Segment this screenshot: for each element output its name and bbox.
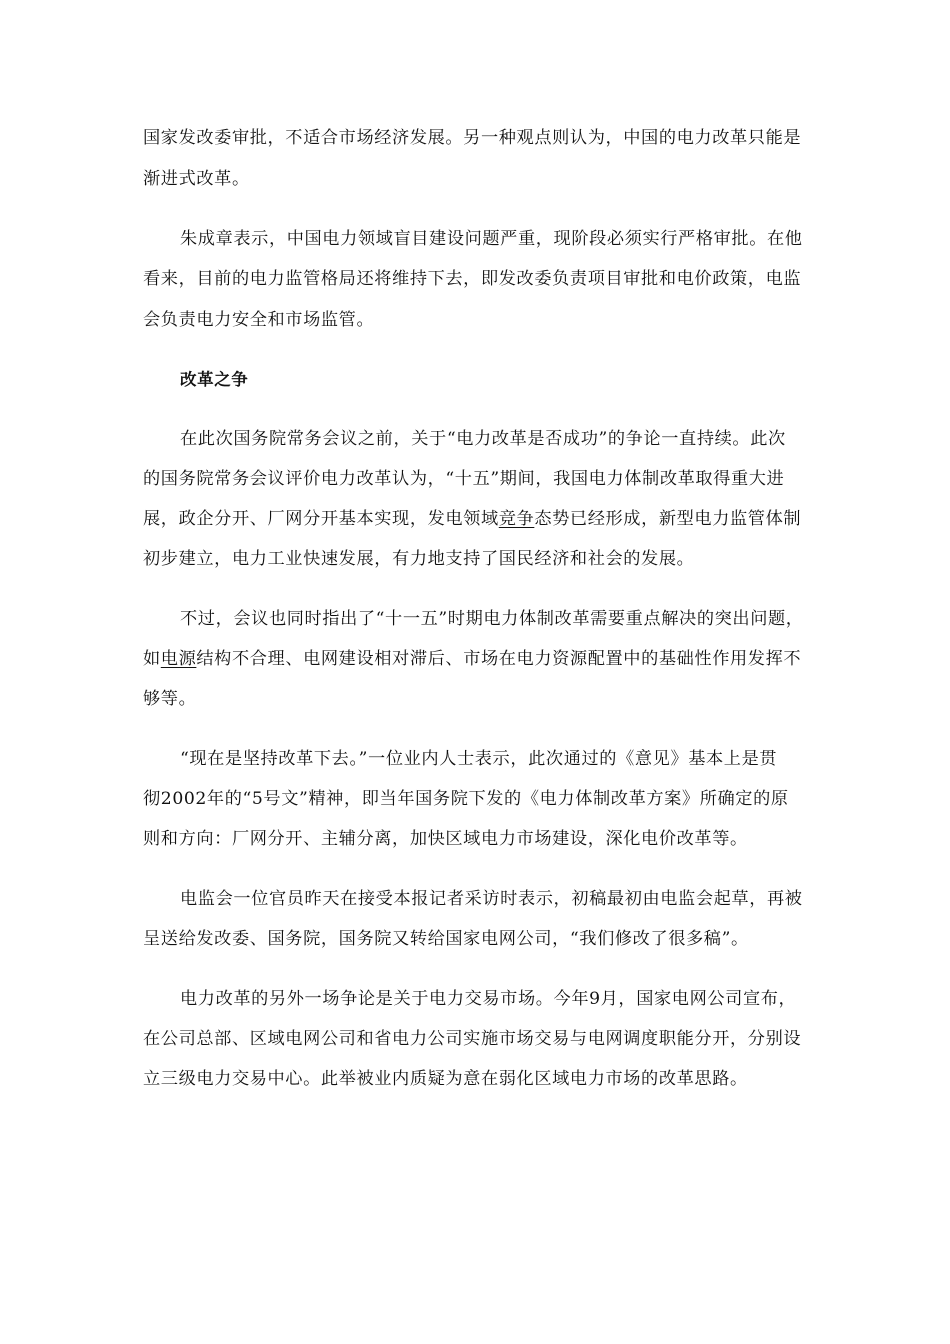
paragraph-3-line-3	[143, 508, 801, 530]
paragraph-3-line-4: 初步建立，电力工业快速发展，有力地支持了国民经济和社会的发展。	[143, 549, 695, 569]
paragraph-2-line-1: 朱成章表示，中国电力领域盲目建设问题严重，现阶段必须实行严格审批。在他	[180, 229, 803, 249]
paragraph-3-line-2: 的国务院常务会议评价电力改革认为，“十五”期间，我国电力体制改革取得重大进	[143, 469, 785, 489]
paragraph-3-line-1: 在此次国务院常务会议之前，关于“电力改革是否成功”的争论一直持续。此次	[180, 429, 786, 449]
paragraph-5-line-1: “现在是坚持改革下去。”一位业内人士表示，此次通过的《意见》基本上是贯	[180, 749, 778, 769]
paragraph-6-line-2: 呈送给发改委、国务院，国务院又转给国家电网公司，“我们修改了很多稿”。	[143, 929, 749, 949]
paragraph-4-line-3: 够等。	[143, 689, 197, 709]
paragraph-4-line-2-text-b: 结构不合理、电网建设相对滞后、市场在电力资源配置中的基础性作用发挥不	[196, 649, 802, 669]
link-competition[interactable]: 竞争	[498, 509, 535, 529]
paragraph-1-line-2: 渐进式改革。	[143, 169, 250, 189]
paragraph-7-line-3: 立三级电力交易中心。此举被业内质疑为意在弱化区域电力市场的改革思路。	[143, 1069, 748, 1089]
section-heading: 改革之争	[180, 370, 249, 389]
paragraph-7-line-1: 电力改革的另外一场争论是关于电力交易市场。今年9月，国家电网公司宣布，	[180, 989, 797, 1009]
paragraph-7-line-2: 在公司总部、区域电网公司和省电力公司实施市场交易与电网调度职能分开，分别设	[143, 1029, 802, 1049]
paragraph-4-line-2	[143, 648, 801, 670]
paragraph-6-line-1: 电监会一位官员昨天在接受本报记者采访时表示，初稿最初由电监会起草，再被	[180, 889, 803, 909]
paragraph-5-line-2: 彻2002年的“5号文”精神，即当年国务院下发的《电力体制改革方案》所确定的原	[143, 789, 789, 809]
paragraph-4-line-2-text-a: 如	[143, 649, 161, 669]
paragraph-2-line-2: 看来，目前的电力监管格局还将维持下去，即发改委负责项目审批和电价政策，电监	[143, 269, 802, 289]
paragraph-3-line-3-text-a: 展，政企分开、厂网分开基本实现，发电领域	[143, 509, 499, 529]
paragraph-1-line-1: 国家发改委审批，不适合市场经济发展。另一种观点则认为，中国的电力改革只能是	[143, 128, 802, 148]
link-power-source[interactable]: 电源	[160, 649, 197, 669]
paragraph-3-line-3-text-b: 态势已经形成，新型电力监管体制	[534, 509, 802, 529]
paragraph-5-line-3: 则和方向：厂网分开、主辅分离，加快区域电力市场建设，深化电价改革等。	[143, 829, 748, 849]
paragraph-2-line-3: 会负责电力安全和市场监管。	[143, 310, 375, 330]
paragraph-4-line-1: 不过，会议也同时指出了“十一五”时期电力体制改革需要重点解决的突出问题，	[180, 609, 804, 629]
